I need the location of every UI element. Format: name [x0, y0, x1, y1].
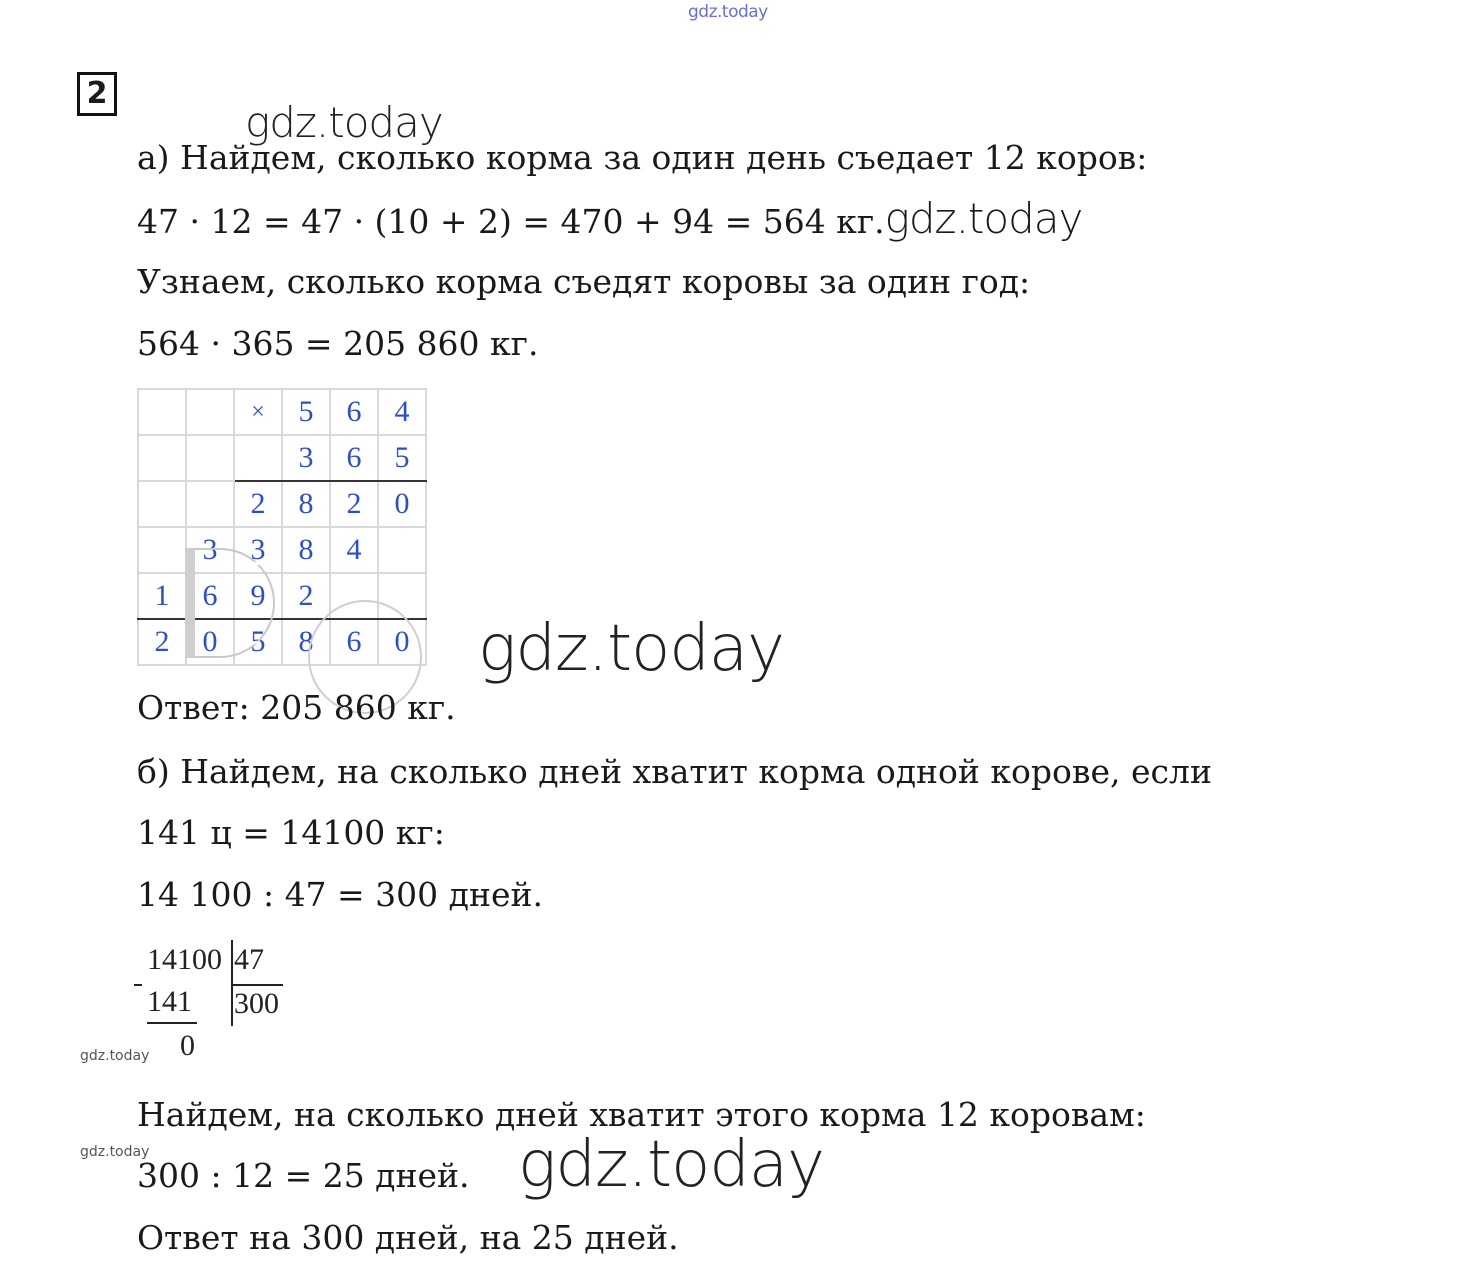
- grid-cell: 6: [330, 435, 378, 481]
- grid-cell: 2: [138, 619, 186, 665]
- part-a-answer: Ответ: 205 860 кг.: [137, 688, 456, 727]
- grid-cell: 6: [330, 619, 378, 665]
- subtraction-line: [147, 1022, 197, 1024]
- grid-cell: 5: [282, 389, 330, 435]
- grid-cell: [186, 435, 234, 481]
- grid-cell: [138, 527, 186, 573]
- part-b-line-3: 14 100 : 47 = 300 дней.: [137, 875, 543, 914]
- grid-cell: ×: [234, 389, 282, 435]
- grid-cell: 8: [282, 481, 330, 527]
- part-a-line-4: 564 · 365 = 205 860 кг.: [137, 324, 539, 363]
- grid-cell: 4: [378, 389, 426, 435]
- grid-cell: 9: [234, 573, 282, 619]
- grid-cell: [378, 527, 426, 573]
- subtrahend: 141: [147, 985, 192, 1018]
- watermark-small: gdz.today: [80, 1144, 150, 1160]
- grid-cell: [186, 389, 234, 435]
- part-b-line-5: 300 : 12 = 25 дней.: [137, 1156, 470, 1195]
- quotient: 300: [234, 987, 279, 1020]
- divisor: 47: [234, 943, 264, 976]
- part-b-answer: Ответ на 300 дней, на 25 дней.: [137, 1218, 679, 1257]
- grid-cell: 5: [378, 435, 426, 481]
- watermark-small: gdz.today: [80, 1048, 150, 1064]
- grid-cell: 2: [330, 481, 378, 527]
- task-number: 2: [77, 72, 117, 116]
- grid-cell: 0: [186, 619, 234, 665]
- grid-cell: 0: [378, 619, 426, 665]
- equation: 47 · 12 = 47 · (10 + 2) = 470 + 94 = 564 кг.: [137, 202, 885, 241]
- watermark: gdz.today: [518, 1128, 824, 1202]
- part-b-line-1: б) Найдем, на сколько дней хватит корма одной корове, если: [137, 752, 1212, 791]
- remainder: 0: [180, 1029, 195, 1062]
- grid-cell: 3: [234, 527, 282, 573]
- watermark: gdz.today: [478, 612, 784, 686]
- part-a-line-2: [137, 194, 1083, 243]
- grid-cell: [234, 435, 282, 481]
- part-b-line-2: 141 ц = 14100 кг:: [137, 813, 445, 852]
- grid-cell: 4: [330, 527, 378, 573]
- grid-cell: 3: [186, 527, 234, 573]
- watermark: gdz.today: [884, 194, 1083, 243]
- grid-cell: 5: [234, 619, 282, 665]
- grid-cell: 2: [282, 573, 330, 619]
- grid-row: [138, 435, 426, 481]
- division-bar: [231, 984, 283, 986]
- watermark: gdz.today: [245, 98, 443, 147]
- grid-cell: 3: [282, 435, 330, 481]
- part-b-line-4: Найдем, на сколько дней хватит этого корма 12 коровам:: [137, 1095, 1146, 1134]
- grid-cell: 1: [138, 573, 186, 619]
- dividend: 14100: [147, 943, 222, 976]
- grid-cell: 6: [330, 389, 378, 435]
- part-a-line-3: Узнаем, сколько корма съедят коровы за один год:: [137, 262, 1031, 301]
- minus-sign: [134, 984, 142, 986]
- grid-cell: 8: [282, 619, 330, 665]
- grid-cell: 8: [282, 527, 330, 573]
- grid-cell: [138, 481, 186, 527]
- grid-cell: [186, 481, 234, 527]
- grid-cell: 0: [378, 481, 426, 527]
- grid-cell: [138, 389, 186, 435]
- grid-row: [138, 389, 426, 435]
- grid-row: [138, 527, 426, 573]
- grid-cell: 2: [234, 481, 282, 527]
- grid-row: [138, 481, 426, 527]
- grid-cell: [138, 435, 186, 481]
- part-a-line-1: а) Найдем, сколько корма за один день съедает 12 коров:: [137, 138, 1148, 177]
- grid-cell: 6: [186, 573, 234, 619]
- watermark-top[interactable]: gdz.today: [688, 2, 768, 22]
- division-bar: [231, 940, 233, 1026]
